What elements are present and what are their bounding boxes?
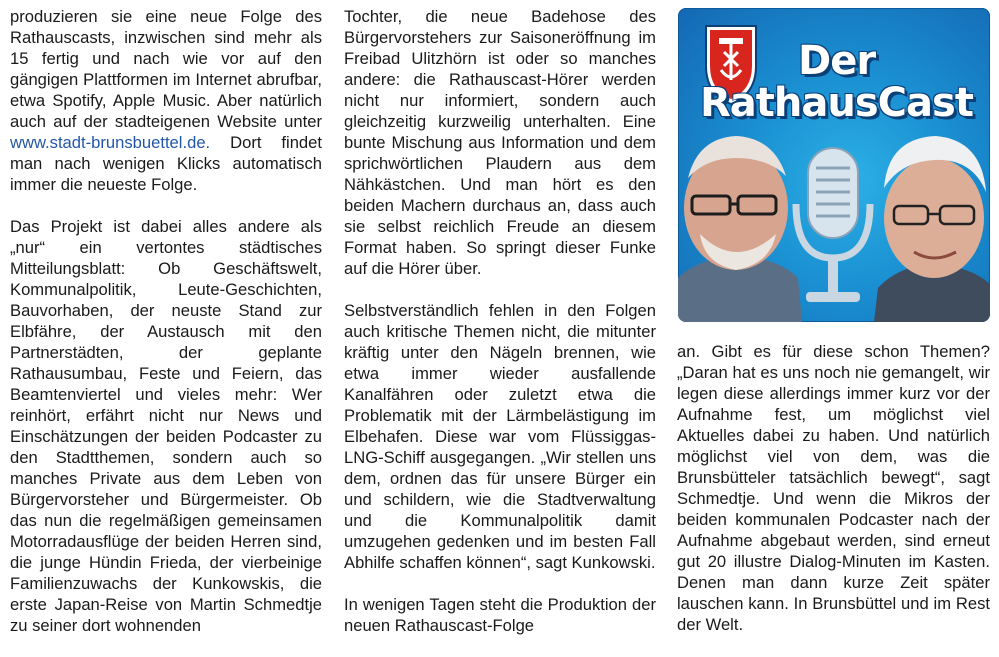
paragraph-6: an. Gibt es für diese schon Themen? „Daran hat es uns noch nie gemangelt, wir legen diese allerdings immer kurz vor der Aufnahme fest, um möglichst viel Aktuelles dabei zu haben. Und natürlich möglichst viel von dem, was die Brunsbütteler tatsächlich bewegt“, sagt Schmedtje. Und wenn die Mikros der beiden kommunalen Podcaster nach der Aufnahme abgebaut werden, sind erneut gut 20 illustre Dialog-Minuten im Kasten. Denen man dann kurze Zeit später lauschen kann. In Brunsbüttel und im Rest der Welt. bbox=[677, 342, 990, 634]
paragraph-3: Tochter, die neue Badehose des Bürgervorstehers zur Saisoneröffnung im Freibad Ulitzhörn ist oder so manches andere: die Rathauscast-Hörer werden nicht nur informiert, sondern auch gleichzeitig kurzweilig unterhalten. Eine bunte Mischung aus Information und dem sprichwörtlichen Plaudern aus dem Nähkästchen. Und man hört es den beiden Machern durchaus an, dass auch sie selbst reichlich Freude an diesem Format haben. So springt dieser Funke auf die Hörer über. bbox=[344, 7, 656, 278]
podcaster-left-portrait bbox=[678, 136, 802, 322]
paragraph-5: In wenigen Tagen steht die Produktion der neuen Rathauscast-Folge bbox=[344, 595, 656, 635]
website-link[interactable]: www.stadt-brunsbuettel.de. bbox=[10, 133, 211, 152]
article-column-3 bbox=[677, 341, 990, 656]
podcaster-right-portrait bbox=[874, 136, 990, 322]
cover-title-der: Der bbox=[798, 38, 876, 84]
article-column-2 bbox=[344, 6, 656, 657]
paragraph-text: Dort findet man nach wenigen Klicks automatisch immer die neueste Folge. bbox=[10, 133, 322, 194]
article-column-1 bbox=[10, 6, 322, 657]
paragraph-text: produzieren sie eine neue Folge des Rathauscasts, inzwischen sind mehr als 15 fertig und nach wie vor auf den gängigen Plattformen im Internet abrufbar, etwa Spotify, Apple Music. Aber natürlich auch auf der stadteigenen Website unter bbox=[10, 7, 322, 131]
cover-title-rathauscast: RathausCast bbox=[700, 80, 973, 126]
paragraph-1 bbox=[10, 6, 322, 195]
microphone-icon bbox=[796, 148, 870, 302]
podcast-cover-image bbox=[678, 8, 990, 322]
paragraph-4: Selbstverständlich fehlen in den Folgen auch kritische Themen nicht, die mitunter kräftig unter den Nägeln brennen, wie etwa immer wieder ausfallende Kanalfähren oder zuletzt etwa die Problematik mit der Lärmbelästigung im Elbehafen. Diese war vom Flüssiggas-LNG-Schiff ausgegangen. „Wir stellen uns dem, ordnen das für unsere Bürger ein und schildern, wie die Stadtverwaltung und die Kommunalpolitik damit umzugehen gedenken und im besten Fall Abhilfe schaffen können“, sagt Kunkowski. bbox=[344, 301, 656, 572]
paragraph-2: Das Projekt ist dabei alles andere als „nur“ ein vertontes städtisches Mitteilungsblatt: Ob Geschäftswelt, Kommunalpolitik, Leute-Geschichten, Bauvorhaben, der neuste Stand zur Elbfähre, der Austausch mit den Partnerstädten, der geplante Rathausumbau, Feste und Feiern, das Beamtenviertel und vieles mehr: Wer reinhört, erfährt nicht nur News und Einschätzungen der beiden Podcaster zu den Stadtthemen, sondern auch so manches Private aus dem Leben von Bürgervorsteher und Bürgermeister. Ob das nun die regelmäßigen gemeinsamen Motorradausflüge der beiden Herren sind, die junge Hündin Frieda, der vierbeinige Familienzuwachs der Kunkowskis, die erste Japan-Reise von Martin Schmedtje zu seiner dort wohnenden bbox=[10, 217, 322, 635]
